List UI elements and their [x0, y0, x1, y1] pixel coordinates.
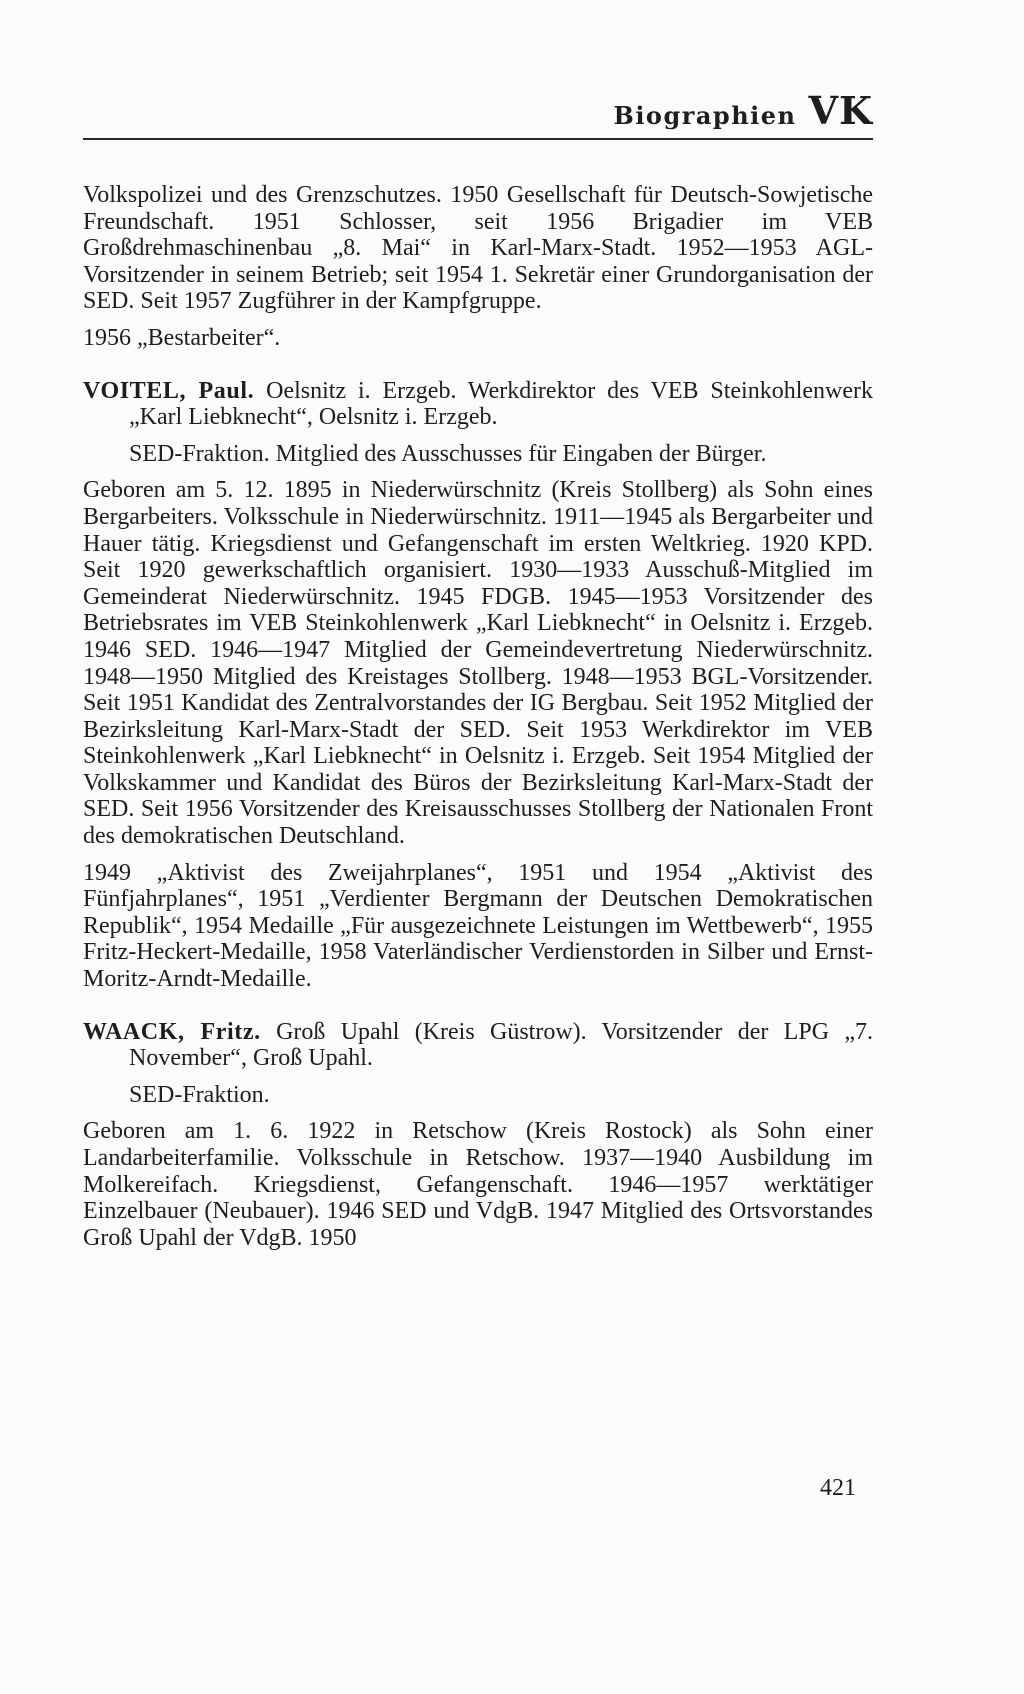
- entry-heading: [83, 378, 873, 431]
- letter-range: VK: [808, 88, 873, 133]
- biography-entry-waack: [83, 1019, 873, 1252]
- page-number: 421: [820, 1475, 856, 1501]
- entry-biography: Geboren am 5. 12. 1895 in Niederwürschnitz (Kreis Stollberg) als Sohn eines Bergarbeiters. Volksschule in Niederwürschnitz. 1911—1945 als Bergarbeiter und Hauer tätig. Kriegsdienst und Gefangenschaft im ersten Weltkrieg. 1920 KPD. Seit 1920 gewerkschaftlich organisiert. 1930—1933 Ausschuß-Mitglied im Gemeinderat Niederwürschnitz. 1945 FDGB. 1945—1953 Vorsitzender des Betriebsrates im VEB Steinkohlenwerk „Karl Liebknecht“ in Oelsnitz i. Erzgeb. 1946 SED. 1946—1947 Mitglied der Gemeindevertretung Niederwürschnitz. 1948—1950 Mitglied des Kreistages Stollberg. 1948—1953 BGL-Vorsitzender. Seit 1951 Kandidat des Zentralvorstandes der IG Bergbau. Seit 1952 Mitglied der Bezirksleitung Karl-Marx-Stadt der SED. Seit 1953 Werkdirektor im VEB Steinkohlenwerk „Karl Liebknecht“ in Oelsnitz i. Erzgeb. Seit 1954 Mitglied der Volkskammer und Kandidat des Büros der Bezirksleitung Karl-Marx-Stadt der SED. Seit 1956 Vorsitzender des Kreisausschusses Stollberg der Nationalen Front des demokratischen Deutschland.: [83, 477, 873, 850]
- entry-name: WAACK, Fritz.: [83, 1018, 261, 1045]
- section-title: Biographien: [613, 101, 797, 130]
- entry-heading: [83, 1019, 873, 1072]
- award-line: 1956 „Bestarbeiter“.: [83, 324, 281, 351]
- entry-name: VOITEL, Paul.: [83, 377, 255, 404]
- entry-awards: 1949 „Aktivist des Zweijahrplanes“, 1951 und 1954 „Aktivist des Fünfjahrplanes“, 1951 „Verdienter Bergmann der Deutschen Demokratischen Republik“, 1954 Medaille „Für ausgezeichnete Leistungen im Wettbewerb“, 1955 Fritz-Heckert-Medaille, 1958 Vaterländischer Verdienstorden in Silber und Ernst-Moritz-Arndt-Medaille.: [83, 859, 873, 993]
- entry-faction: SED-Fraktion.: [129, 1081, 270, 1108]
- running-header: [83, 88, 873, 140]
- entry-description: Oelsnitz i. Erzgeb. Werkdirektor des VEB Steinkohlenwerk „Karl Liebknecht“, Oelsnitz i. Erzgeb.: [129, 377, 874, 431]
- book-page: [83, 88, 874, 1251]
- biography-entry-voitel: [83, 378, 873, 993]
- entry-description: Groß Upahl (Kreis Güstrow). Vorsitzender der LPG „7. November“, Groß Upahl.: [129, 1018, 873, 1072]
- entry-faction: SED-Fraktion. Mitglied des Ausschusses für Eingaben der Bürger.: [129, 440, 767, 467]
- entry-biography: Geboren am 1. 6. 1922 in Retschow (Kreis Rostock) als Sohn einer Landarbeiterfamilie. Volksschule in Retschow. 1937—1940 Ausbildung im Molkereifach. Kriegsdienst, Gefangenschaft. 1946—1957 werktätiger Einzelbauer (Neubauer). 1946 SED und VdgB. 1947 Mitglied des Ortsvorstandes Groß Upahl der VdgB. 1950: [83, 1118, 873, 1251]
- continuation-paragraph: Volkspolizei und des Grenzschutzes. 1950 Gesellschaft für Deutsch-Sowjetische Freundschaft. 1951 Schlosser, seit 1956 Brigadier im VEB Großdrehmaschinenbau „8. Mai“ in Karl-Marx-Stadt. 1952—1953 AGL-Vorsitzender in seinem Betrieb; seit 1954 1. Sekretär einer Grundorganisation der SED. Seit 1957 Zugführer in der Kampfgruppe.: [83, 182, 873, 315]
- page-body: [83, 182, 873, 1251]
